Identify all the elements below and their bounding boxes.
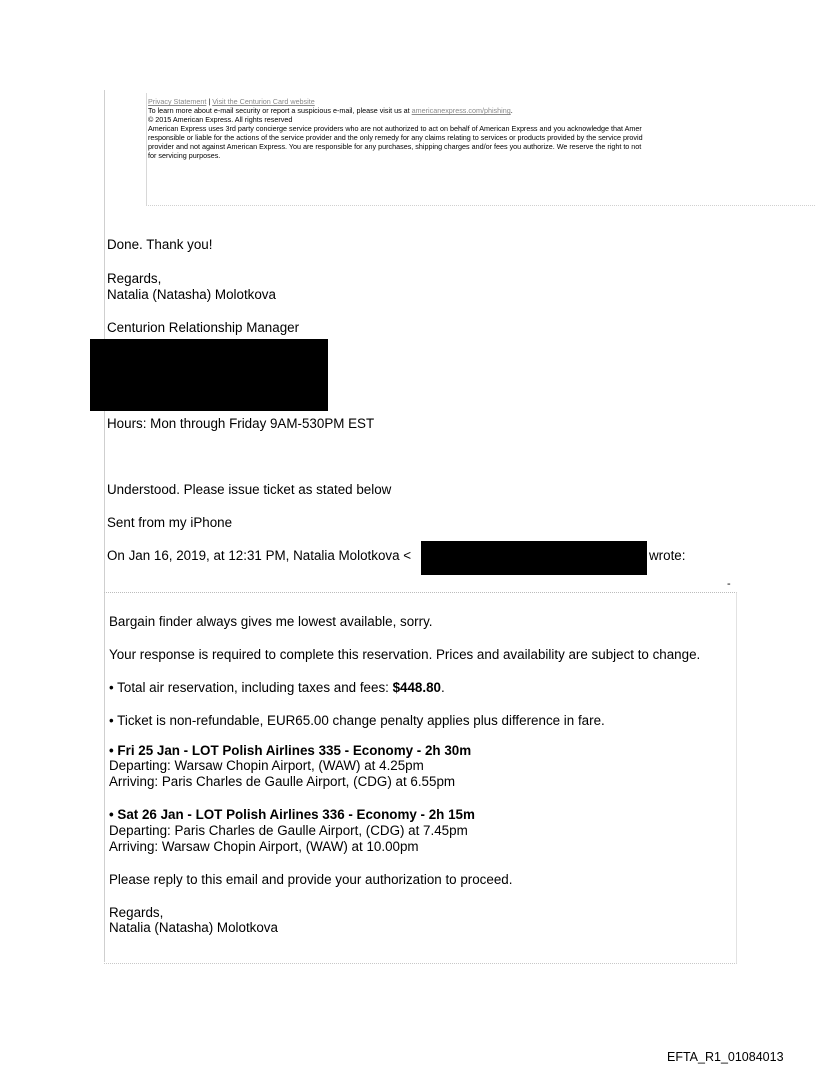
quoted-regards: Regards, [109,905,164,920]
bullet: • [109,680,114,695]
email-redaction [421,541,647,575]
bullet: • [109,713,114,728]
client-message: Understood. Please issue ticket as stated below [107,482,392,497]
ticket-note: Ticket is non-refundable, EUR65.00 change penalty applies plus difference in fare. [113,713,605,728]
total-amount: $448.80 [392,680,441,695]
centurion-website-link[interactable]: Visit the Centurion Card website [212,97,315,106]
quote-header-end: wrote: [649,548,686,563]
ticket-note-line [109,713,605,728]
disclaimer-line-3: provider and not against American Express. You are responsible for any purchases, shipping charges and/or fees you authorize. We reserve the right to not [148,142,642,151]
total-line [109,680,445,695]
total-label: Total air reservation, including taxes and fees: [113,680,393,695]
flight2-title: Sat 26 Jan - LOT Polish Airlines 336 - Economy - 2h 15m [113,807,475,822]
security-text: To learn more about e-mail security or report a suspicious e-mail, please visit us at [148,106,412,115]
flight1-heading [109,743,471,758]
quoted-signature-name: Natalia (Natasha) Molotkova [109,920,278,935]
total-end: . [441,680,445,695]
flight1-departing: Departing: Warsaw Chopin Airport, (WAW) at 4.25pm [109,758,424,773]
quote-header-start: On Jan 16, 2019, at 12:31 PM, Natalia Molotkova < [107,548,412,563]
phishing-link[interactable]: americanexpress.com/phishing [411,106,511,115]
bullet: • [109,743,114,758]
response-required-note: Your response is required to complete this reservation. Prices and availability are subject to change. [109,647,701,662]
bullet: • [109,807,114,822]
dash-mark: - [727,578,731,590]
flight1-title: Fri 25 Jan - LOT Polish Airlines 335 - Economy - 2h 30m [113,743,472,758]
authorization-request: Please reply to this email and provide your authorization to proceed. [109,872,513,887]
flight2-departing: Departing: Paris Charles de Gaulle Airport, (CDG) at 7.45pm [109,823,468,838]
flight2-arriving: Arriving: Warsaw Chopin Airport, (WAW) at 10.00pm [109,839,419,854]
copyright-text: © 2015 American Express. All rights reserved [148,115,293,124]
link-separator: | [206,97,213,106]
signature-title: Centurion Relationship Manager [107,320,300,335]
flight2-heading [109,807,475,822]
footer-links-line [148,97,315,106]
security-text-end: . [510,106,513,115]
redaction-block [90,339,328,411]
regards-text: Regards, [107,271,162,286]
office-hours: Hours: Mon through Friday 9AM-530PM EST [107,416,375,431]
bargain-finder-note: Bargain finder always gives me lowest available, sorry. [109,614,433,629]
sent-from-iphone: Sent from my iPhone [107,515,233,530]
disclaimer-line-4: for servicing purposes. [148,151,221,160]
disclaimer-line-2: responsible or liable for the actions of the service provider and the only remedy for any claims relating to services or products provided by the service provid [148,133,643,142]
disclaimer-line-1: American Express uses 3rd party concierge service providers who are not authorized to act on behalf of American Express and you acknowledge that Amer [148,124,642,133]
flight1-arriving: Arriving: Paris Charles de Gaulle Airport, (CDG) at 6.55pm [109,774,456,789]
security-notice [148,106,513,115]
signature-name: Natalia (Natasha) Molotkova [107,287,276,302]
page-identifier: EFTA_R1_01084013 [667,1050,784,1064]
done-message: Done. Thank you! [107,237,213,252]
privacy-statement-link[interactable]: Privacy Statement [148,97,207,106]
